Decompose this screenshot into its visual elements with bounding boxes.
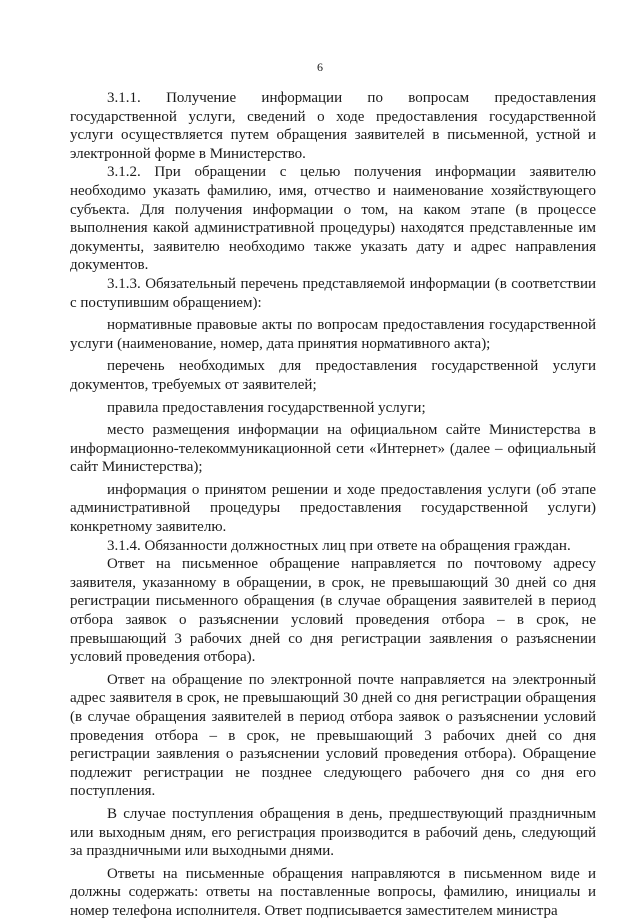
paragraph-reply-contents: Ответы на письменные обращения направляются в письменном виде и должны содержать: ответы на поставленные вопросы, фамилию, инициалы и номер телефона исполнителя. Ответ подписывается заместителем министра bbox=[70, 865, 596, 919]
list-item-decision-info: информация о принятом решении и ходе предоставления услуги (об этапе административной процедуры предоставления государственной услуги) конкретному заявителю. bbox=[70, 481, 596, 536]
list-item-documents: перечень необходимых для предоставления государственной услуги документов, требуемых от заявителей; bbox=[70, 358, 596, 393]
page-number: 6 bbox=[317, 60, 323, 74]
paragraph-holiday-registration: В случае поступления обращения в день, предшествующий праздничным или выходным дням, его регистрация производится в рабочий день, следующий за праздничными или выходными днями. bbox=[70, 805, 596, 860]
list-item-rules: правила предоставления государственной услуги; bbox=[107, 399, 426, 416]
list-item-normative-acts: нормативные правовые акты по вопросам предоставления государственной услуги (наименование, номер, дата принятия нормативного акта); bbox=[70, 317, 596, 352]
list-item-website: место размещения информации на официальном сайте Министерства в информационно-телекоммуникационной сети «Интернет» (далее – официальный сайт Министерства); bbox=[70, 422, 596, 476]
paragraph-email-reply: Ответ на обращение по электронной почте направляется на электронный адрес заявителя в срок, не превышающий 30 дней со дня регистрации обращения (в случае обращения заявителей в период отбора заявок о разъяснении условий проведения отбора – в срок, не превышающий 3 рабочих дней со дня регистрации заявления о разъяснении условий проведения отбора). Обращение подлежит регистрации не позднее следующего рабочего дня со дня его поступления. bbox=[70, 671, 596, 800]
paragraph-3-1-4: 3.1.4. Обязанности должностных лиц при ответе на обращения граждан. bbox=[107, 537, 571, 554]
paragraph-written-reply: Ответ на письменное обращение направляется по почтовому адресу заявителя, указанному в обращении, в срок, не превышающий 30 дней со дня регистрации письменного обращения (в случае обращения заявителей в период отбора заявок о разъяснении условий проведения отбора – в срок, не превышающий 3 рабочих дней со дня регистрации заявления о разъяснении условий проведения отбора). bbox=[70, 556, 596, 666]
paragraph-3-1-1: 3.1.1. Получение информации по вопросам предоставления государственной услуги, сведений о ходе предоставления государственной услуги осуществляется путем обращения заявителей в письменной, устной и электронной форме в Министерство. bbox=[70, 90, 596, 162]
paragraph-3-1-3: 3.1.3. Обязательный перечень представляемой информации (в соответствии с поступившим обращением): bbox=[70, 275, 596, 311]
document-body bbox=[70, 89, 596, 921]
paragraph-3-1-2: 3.1.2. При обращении с целью получения информации заявителю необходимо указать фамилию, имя, отчество и наименование хозяйствующего субъекта. Для получения информации о том, на каком этапе (в процессе выполнения какой административной процедуры) находятся представленные им документы, заявителю необходимо также указать дату и адрес направления документов. bbox=[70, 164, 596, 274]
